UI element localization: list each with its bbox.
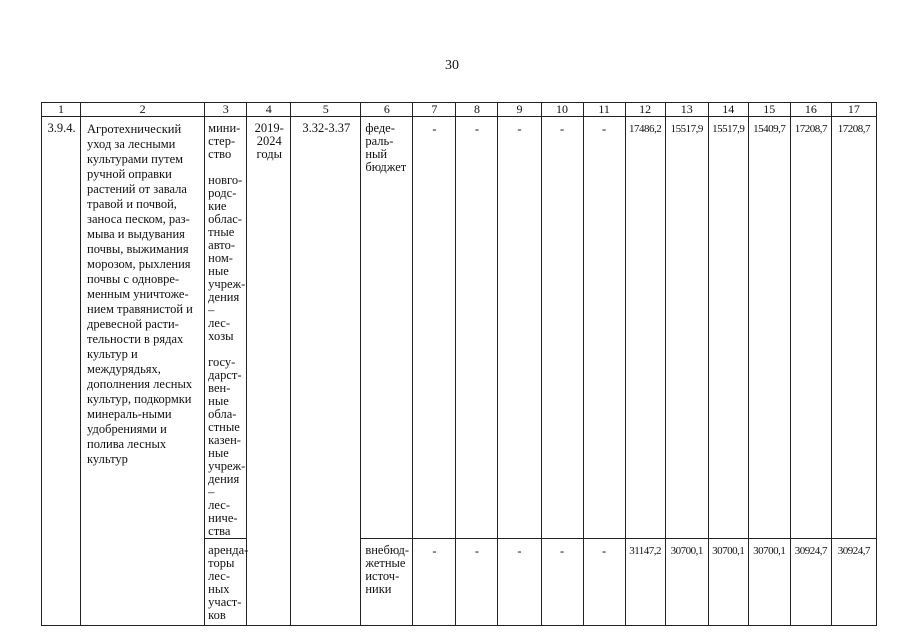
- executors-list: [205, 539, 249, 622]
- amount-value: 30924,7: [794, 545, 827, 557]
- column-header: 6: [361, 103, 413, 117]
- period: [247, 117, 290, 161]
- amount-value: 17208,7: [837, 123, 871, 135]
- budget-table: [41, 102, 877, 626]
- source-cell: [361, 117, 413, 539]
- value-cell: [541, 117, 583, 539]
- column-header: 3: [205, 103, 247, 117]
- value-cell: [413, 539, 456, 626]
- dash-value: -: [602, 544, 607, 558]
- text-line: феде-: [365, 121, 395, 135]
- column-header: 15: [748, 103, 790, 117]
- value-cell: [456, 539, 498, 626]
- text-line: жетные: [365, 556, 406, 570]
- text-line: родс-: [208, 186, 237, 200]
- target-ref: 3.32-3.37: [302, 121, 351, 135]
- value-cell: [790, 539, 831, 626]
- text-line: стные: [208, 420, 240, 434]
- text-line: лес-: [208, 569, 230, 583]
- text-line: казен-: [208, 433, 241, 447]
- period-cell: [247, 117, 291, 626]
- executors-cell: [205, 539, 247, 626]
- dash-value: -: [474, 544, 480, 558]
- text-line: дарст-: [208, 368, 242, 382]
- value-cell: [456, 117, 498, 539]
- amount-value: 17208,7: [794, 123, 827, 135]
- text-line: ном-: [208, 251, 233, 265]
- amount-value: 30700,1: [753, 545, 786, 557]
- value-cell: [625, 539, 665, 626]
- item-code: 3.9.4.: [47, 121, 76, 135]
- period-line: 2019-: [254, 121, 284, 135]
- value-cell: [413, 117, 456, 539]
- text-line: мини-: [208, 121, 241, 135]
- text-line: госу-: [208, 355, 236, 369]
- text-line: новго-: [208, 173, 243, 187]
- column-header: 4: [247, 103, 291, 117]
- amount-value: 17486,2: [629, 123, 662, 135]
- value-cell: [625, 117, 665, 539]
- period-line: годы: [256, 147, 282, 161]
- dash-value: -: [602, 122, 607, 136]
- value-cell: [748, 117, 790, 539]
- executors-cell: [205, 117, 247, 539]
- value-cell: [748, 539, 790, 626]
- dash-value: -: [559, 544, 565, 558]
- value-cell: [831, 539, 876, 626]
- source-name: [361, 539, 412, 596]
- value-cell: [665, 539, 708, 626]
- text-line: обла-: [208, 407, 237, 421]
- table-row: [42, 117, 877, 539]
- value-cell: [665, 117, 708, 539]
- column-header: 2: [81, 103, 205, 117]
- text-line: стер-: [208, 134, 236, 148]
- text-line: источ-: [365, 569, 400, 583]
- value-cell: [583, 539, 625, 626]
- amount-value: 30924,7: [837, 545, 871, 557]
- column-header: 14: [708, 103, 748, 117]
- text-line: ных: [208, 582, 230, 596]
- value-cell: [498, 539, 541, 626]
- text-line: ные: [208, 446, 229, 460]
- dash-value: -: [517, 544, 522, 558]
- column-header: 5: [291, 103, 361, 117]
- column-header: 9: [498, 103, 541, 117]
- value-cell: [541, 539, 583, 626]
- dash-value: -: [517, 122, 522, 136]
- code-cell: [42, 117, 81, 626]
- column-header: 10: [541, 103, 583, 117]
- text-line: ниче-: [208, 511, 238, 525]
- page-number: 30: [445, 58, 459, 73]
- column-header: 11: [583, 103, 625, 117]
- header-row: [42, 103, 877, 117]
- text-line: ков: [208, 608, 226, 622]
- column-header: 16: [790, 103, 831, 117]
- description-cell: [81, 117, 205, 626]
- text-line: ные: [208, 394, 229, 408]
- text-line: ства: [208, 524, 231, 538]
- text-line: ники: [365, 582, 392, 596]
- column-header: 7: [413, 103, 456, 117]
- dash-value: -: [432, 122, 437, 136]
- column-header: 8: [456, 103, 498, 117]
- column-header: 1: [42, 103, 81, 117]
- amount-value: 15517,9: [670, 123, 703, 135]
- amount-value: 30700,1: [670, 545, 703, 557]
- text-line: дения –: [208, 472, 240, 499]
- value-cell: [583, 117, 625, 539]
- text-line: бюджет: [365, 160, 407, 174]
- dash-value: -: [474, 122, 480, 136]
- text-line: раль-: [365, 134, 394, 148]
- text-line: тные: [208, 225, 235, 239]
- value-cell: [831, 117, 876, 539]
- amount-value: 15517,9: [712, 123, 745, 135]
- measure-description: Агротехнический уход за лесными культурами путем ручной оправки растений от завала травой и почвой, заноса песком, раз-мыва и выдувания почвы, выжимания морозом, рыхления почвы с одновре-менным уничтоже-нием травянистой и древесной расти-тельности в рядах культур и междурядьях, дополнения лесных культур, подкормки минераль-ными удобрениями и полива лесных культур: [87, 122, 193, 466]
- amount-value: 31147,2: [629, 545, 662, 557]
- dash-value: -: [559, 122, 565, 136]
- column-header: 13: [665, 103, 708, 117]
- text-line: хозы: [208, 329, 234, 343]
- value-cell: [790, 117, 831, 539]
- text-line: авто-: [208, 238, 236, 252]
- text-line: вен-: [208, 381, 231, 395]
- value-cell: [708, 117, 748, 539]
- text-line: учреж-: [208, 459, 246, 473]
- text-line: участ-: [208, 595, 242, 609]
- text-line: учреж-: [208, 277, 246, 291]
- amount-value: 30700,1: [712, 545, 745, 557]
- source-name: [361, 117, 412, 174]
- text-line: лес-: [208, 316, 230, 330]
- text-line: ные: [208, 264, 229, 278]
- text-line: ный: [365, 147, 388, 161]
- column-header: 17: [831, 103, 876, 117]
- text-line: аренда-: [208, 543, 249, 557]
- text-line: торы: [208, 556, 235, 570]
- text-line: ство: [208, 147, 232, 161]
- text-line: лес-: [208, 498, 230, 512]
- column-header: 12: [625, 103, 665, 117]
- value-cell: [708, 539, 748, 626]
- source-cell: [361, 539, 413, 626]
- text-line: дения –: [208, 290, 240, 317]
- period-line: 2024: [256, 134, 282, 148]
- value-cell: [498, 117, 541, 539]
- dash-value: -: [432, 544, 437, 558]
- text-line: облас-: [208, 212, 242, 226]
- text-line: кие: [208, 199, 227, 213]
- target-ref-cell: [291, 117, 361, 626]
- executors-list: [205, 117, 246, 538]
- text-line: внебюд-: [365, 543, 410, 557]
- amount-value: 15409,7: [753, 123, 786, 135]
